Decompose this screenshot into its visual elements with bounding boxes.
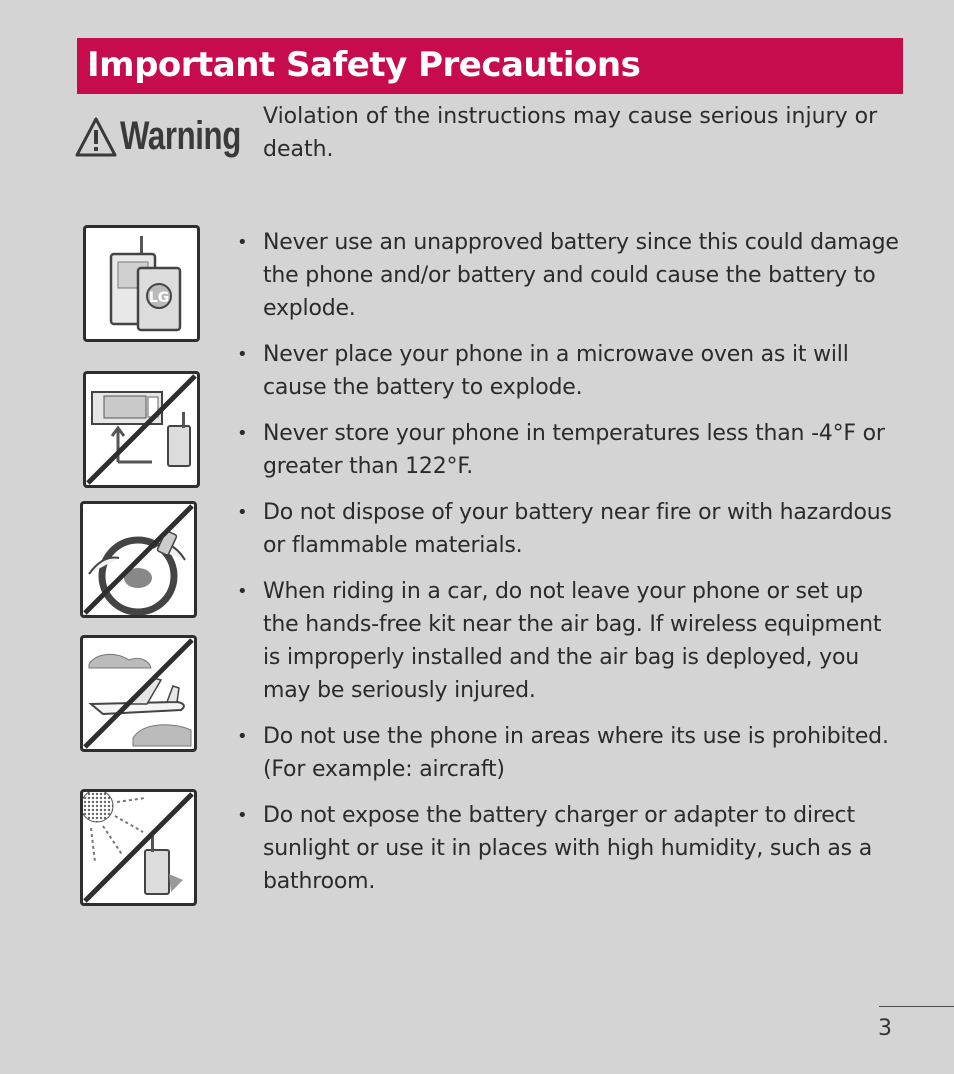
footer-divider — [879, 1006, 954, 1007]
list-item: • Do not dispose of your battery near fire or with hazardous or flammable materials. — [232, 496, 900, 562]
warning-word: Warning — [120, 114, 241, 158]
bullet-dot-icon: • — [237, 805, 248, 826]
microwave-prohibited-icon — [83, 371, 200, 488]
list-item: • Never place your phone in a microwave oven as it will cause the battery to explode. — [232, 338, 900, 404]
lg-battery-phone-icon — [83, 225, 200, 342]
warning-triangle-icon — [75, 117, 117, 157]
lg-logo-text: LG — [148, 290, 170, 306]
bullet-dot-icon: • — [237, 344, 248, 365]
list-item: • Never use an unapproved battery since this could damage the phone and/or battery and could cause the battery to explode. — [232, 226, 900, 325]
list-item: • Never store your phone in temperatures less than -4°F or greater than 122°F. — [232, 417, 900, 483]
airbag-driving-prohibited-icon — [80, 501, 197, 618]
bullet-dot-icon: • — [237, 581, 248, 602]
warning-description: Violation of the instructions may cause serious injury or death. — [263, 104, 878, 162]
bullet-dot-icon: • — [237, 423, 248, 444]
title-banner — [77, 38, 903, 94]
sunlight-prohibited-icon — [80, 789, 197, 906]
bullet-dot-icon: • — [237, 726, 248, 747]
warning-label — [75, 113, 240, 163]
page-number: 3 — [878, 1016, 892, 1041]
bullet-dot-icon: • — [237, 502, 248, 523]
bullet-dot-icon: • — [237, 232, 248, 253]
list-item: • When riding in a car, do not leave your phone or set up the hands-free kit near the air bag. If wireless equipment is improperly installed and the air bag is deployed, you may be seriously injured. — [232, 575, 900, 707]
list-item: • Do not expose the battery charger or adapter to direct sunlight or use it in places with high humidity, such as a bathroom. — [232, 799, 900, 898]
page-title: Important Safety Precautions — [87, 45, 641, 85]
precautions-list — [232, 226, 900, 911]
list-item: • Do not use the phone in areas where its use is prohibited. (For example: aircraft) — [232, 720, 900, 786]
aircraft-prohibited-icon — [80, 635, 197, 752]
